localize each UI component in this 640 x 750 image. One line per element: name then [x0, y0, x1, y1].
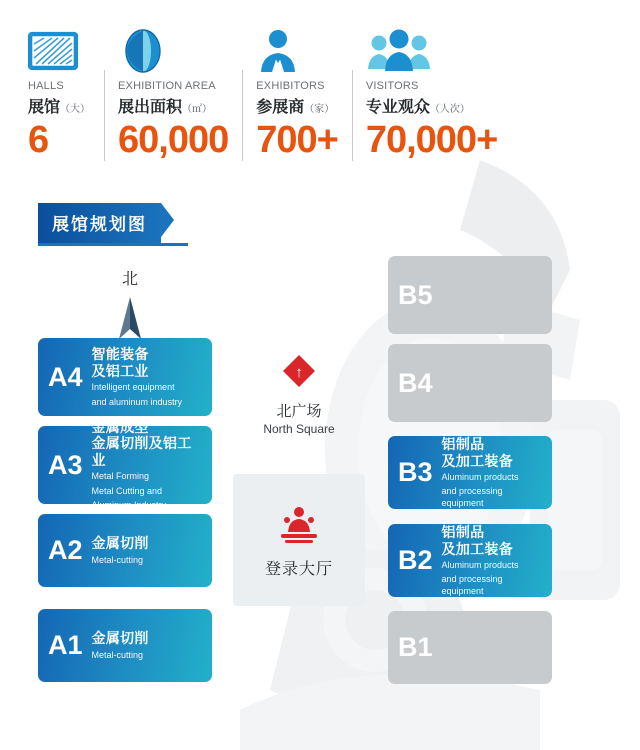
stat-exhibition-area: [104, 14, 242, 175]
stat-value: 700+: [256, 119, 338, 161]
hall-name-en-line1: Metal Forming: [91, 471, 150, 482]
hall-block-a1[interactable]: [38, 609, 212, 682]
exhibitor-icon: [256, 22, 338, 80]
hall-code: B4: [398, 367, 433, 398]
hall-name-en-line2: and processing equipment: [441, 486, 503, 508]
hall-name-en-line1: Aluminum products: [441, 560, 519, 571]
hall-name-cn-line2: 及加工装备: [441, 540, 514, 557]
hall-block-b4[interactable]: [388, 344, 552, 422]
stat-value: 60,000: [118, 119, 229, 161]
stats-bar: [0, 0, 600, 175]
hall-code: B2: [398, 545, 433, 575]
hall-code: A4: [48, 361, 83, 392]
north-square-label-en: North Square: [263, 422, 335, 436]
north-square: [238, 354, 360, 436]
section-title-underline: [38, 243, 188, 246]
registration-lobby: [233, 474, 365, 606]
stat-label-cn: 展出面积（㎡）: [118, 99, 213, 116]
hall-code: B5: [398, 279, 433, 310]
stat-label-en: EXHIBITORS: [256, 80, 325, 92]
compass-needle-icon: [110, 295, 150, 343]
hall-name-cn-line1: 智能装备: [91, 346, 149, 363]
hall-name-cn-line1: 铝制品: [441, 524, 485, 541]
section-title-label: 展馆规划图: [38, 203, 161, 243]
hall-code: A1: [48, 630, 83, 660]
hall-name-cn-line2: 金属切削及铝工业: [91, 435, 192, 468]
hall-name-en-line3: Aluminum Industry: [91, 499, 167, 510]
hall-name-en-line2: Metal Cutting and: [91, 485, 163, 496]
hall-name-cn-line2: 及铝工业: [91, 362, 149, 379]
visitors-icon: [366, 22, 497, 80]
registration-icon: [277, 502, 321, 546]
hall-block-b1[interactable]: [388, 611, 552, 684]
hall-block-b3[interactable]: [388, 436, 552, 509]
hall-name-en-line1: Metal-cutting: [91, 649, 144, 660]
compass-label: 北: [121, 271, 138, 288]
stat-label-en: EXHIBITION AREA: [118, 80, 216, 92]
stat-label-cn: 专业观众（人次）: [365, 99, 470, 116]
area-icon: [118, 22, 228, 80]
hall-name-cn-line1: 铝制品: [441, 436, 485, 453]
hall-name-en-line1: Aluminum products: [441, 472, 519, 483]
stat-label-cn: 展馆（大）: [28, 99, 91, 116]
hall-name-en-line1: Intelligent equipment: [91, 382, 175, 393]
hall-code: A2: [48, 535, 83, 565]
hall-name-en-line1: Metal-cutting: [91, 554, 144, 565]
hall-block-b2[interactable]: [388, 524, 552, 597]
lobby-label: 登录大厅: [264, 560, 333, 578]
north-square-label-cn: 北广场: [276, 403, 322, 420]
hall-block-b5[interactable]: [388, 256, 552, 334]
hall-name-cn-line1: 金属切削: [91, 535, 149, 552]
stat-label-cn: 参展商（家）: [256, 99, 335, 116]
stat-label-en: VISITORS: [365, 80, 419, 92]
stat-value: 6: [28, 119, 49, 161]
hall-code: B1: [398, 632, 433, 662]
stat-visitors: [352, 14, 511, 175]
stat-value: 70,000+: [365, 119, 498, 161]
compass: [85, 266, 175, 348]
hall-icon: [28, 22, 90, 80]
hall-name-cn-line1: 金属切削: [91, 630, 149, 647]
svg-text:↑: ↑: [295, 364, 303, 381]
section-title: [38, 203, 186, 246]
hall-code: B3: [398, 457, 433, 487]
hall-block-a2[interactable]: [38, 514, 212, 587]
hall-block-a3[interactable]: [38, 418, 212, 510]
stat-exhibitors: [242, 14, 352, 175]
hall-name-cn-line2: 及加工装备: [441, 452, 514, 469]
hall-name-cn-line1: 金属成型: [91, 418, 149, 435]
hall-name-en-line2: and processing equipment: [441, 574, 503, 596]
stat-halls: [14, 14, 104, 175]
stat-label-en: HALLS: [28, 80, 64, 92]
hall-map: [0, 256, 600, 726]
hall-name-en-line2: and aluminum industry: [91, 396, 183, 407]
hall-block-a4[interactable]: [38, 338, 212, 416]
north-square-marker-icon: [282, 354, 316, 388]
hall-code: A3: [48, 449, 83, 480]
